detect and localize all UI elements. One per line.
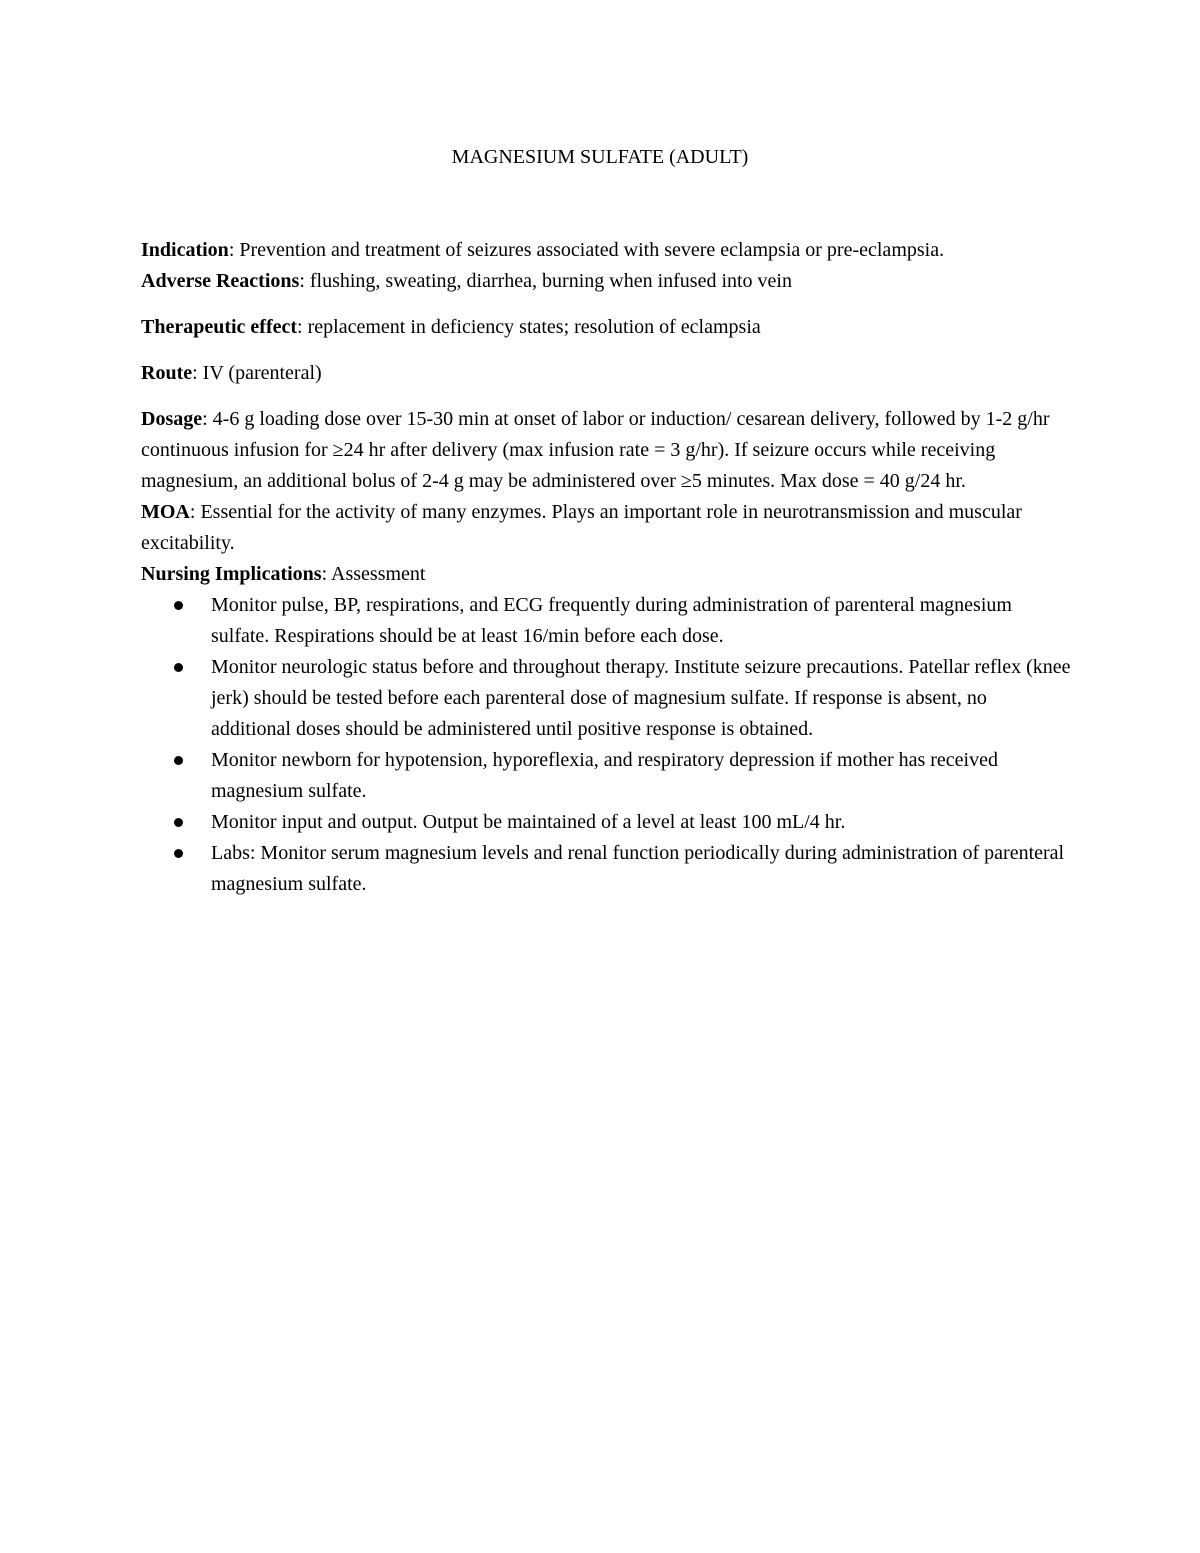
nursing-implications-text: : Assessment (321, 563, 426, 585)
list-item-text: Monitor newborn for hypotension, hyporeflexia, and respiratory depression if mother has received magnesium sulfate. (211, 749, 998, 802)
therapeutic-effect-label: Therapeutic effect (141, 316, 298, 338)
bullet-icon (174, 849, 183, 858)
list-item-text: Monitor input and output. Output be maintained of a level at least 100 mL/4 hr. (211, 811, 846, 833)
dosage-paragraph (141, 404, 1071, 497)
list-item (141, 652, 1071, 745)
dosage-text: : 4-6 g loading dose over 15-30 min at onset of labor or induction/ cesarean delivery, followed by 1-2 g/hr continuous infusion for ≥24 hr after delivery (max infusion rate = 3 g/hr). If seizure occurs while receiving magnesium, an additional bolus of 2-4 g may be administered over ≥5 minutes. Max dose = 40 g/24 hr. (141, 408, 1050, 492)
therapeutic-effect-text: : replacement in deficiency states; resolution of eclampsia (297, 316, 761, 338)
list-item (141, 590, 1071, 652)
bullet-icon (174, 818, 183, 827)
therapeutic-effect-paragraph (141, 312, 1071, 343)
indication-text: : Prevention and treatment of seizures associated with severe eclampsia or pre-eclampsia. (228, 239, 945, 261)
list-item-text: Monitor neurologic status before and throughout therapy. Institute seizure precautions. Patellar reflex (knee jerk) should be tested before each parenteral dose of magnesium sulfate. If response is absent, no additional doses should be administered until positive response is obtained. (211, 656, 1071, 740)
moa-label: MOA (141, 501, 190, 523)
nursing-implications-label: Nursing Implications (141, 563, 322, 585)
adverse-reactions-text: : flushing, sweating, diarrhea, burning when infused into vein (299, 270, 792, 292)
document-body (141, 235, 1071, 900)
route-label: Route (141, 362, 193, 384)
adverse-reactions-paragraph (141, 266, 1071, 297)
list-item-text: Monitor pulse, BP, respirations, and ECG frequently during administration of parenteral magnesium sulfate. Respirations should be at least 16/min before each dose. (211, 594, 1012, 647)
dosage-label: Dosage (141, 408, 203, 430)
moa-paragraph (141, 497, 1071, 559)
list-item (141, 745, 1071, 807)
indication-paragraph (141, 235, 1071, 266)
route-paragraph (141, 358, 1071, 389)
bullet-icon (174, 601, 183, 610)
bullet-icon (174, 663, 183, 672)
nursing-implications-list (141, 590, 1071, 900)
adverse-reactions-label: Adverse Reactions (141, 270, 300, 292)
nursing-implications-paragraph (141, 559, 1071, 590)
list-item-text: Labs: Monitor serum magnesium levels and renal function periodically during administration of parenteral magnesium sulfate. (211, 842, 1065, 895)
bullet-icon (174, 756, 183, 765)
document-title: MAGNESIUM SULFATE (ADULT) (451, 146, 749, 168)
route-text: : IV (parenteral) (192, 362, 322, 384)
list-item (141, 838, 1071, 900)
moa-text: : Essential for the activity of many enzymes. Plays an important role in neurotransmission and muscular excitability. (141, 501, 1022, 554)
list-item (141, 807, 1071, 838)
indication-label: Indication (141, 239, 229, 261)
